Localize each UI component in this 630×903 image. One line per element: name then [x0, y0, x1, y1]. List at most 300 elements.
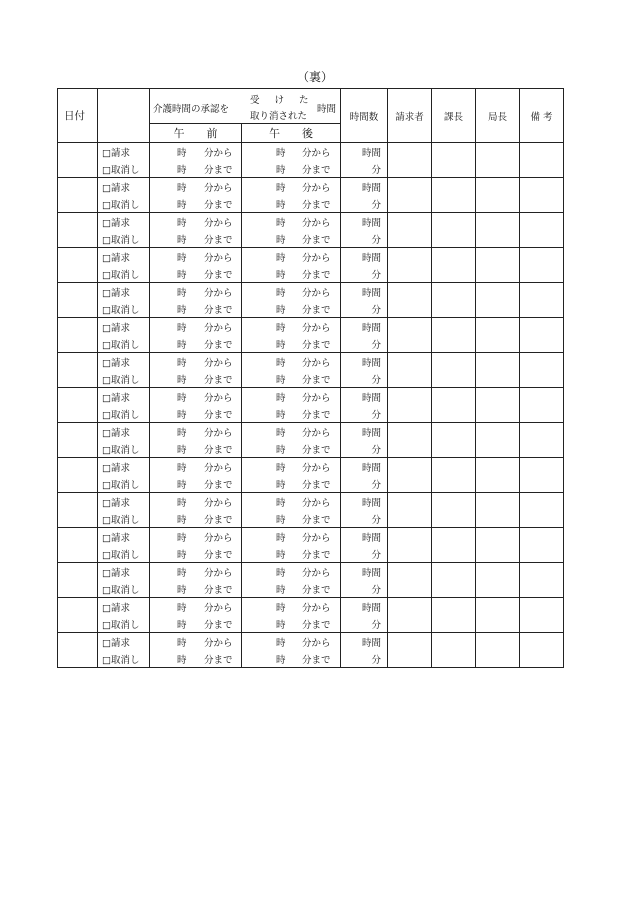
section-chief-stamp-cell[interactable]: [432, 388, 476, 423]
header-hours: 時間数: [341, 89, 388, 143]
director-stamp-cell[interactable]: [476, 493, 520, 528]
hour-label: 時: [276, 235, 286, 246]
remarks-cell[interactable]: [520, 283, 564, 318]
hour-label: 時: [177, 550, 187, 561]
entry-request-row: [58, 423, 564, 441]
am-from-time[interactable]: [150, 143, 242, 161]
am-from-time[interactable]: [150, 318, 242, 336]
minute-from-label: 分から: [204, 393, 233, 404]
duration-minutes[interactable]: 分: [341, 545, 388, 563]
hour-label: 時: [276, 165, 286, 176]
requester-stamp-cell[interactable]: [388, 598, 432, 633]
request-checkbox-label[interactable]: □請求: [98, 143, 150, 161]
director-stamp-cell[interactable]: [476, 178, 520, 213]
pm-from-time[interactable]: [242, 458, 341, 476]
director-stamp-cell[interactable]: [476, 528, 520, 563]
hour-label: 時: [276, 270, 286, 281]
entry-request-row: [58, 143, 564, 161]
am-from-time[interactable]: [150, 563, 242, 581]
duration-hours[interactable]: 時間: [341, 318, 388, 336]
minute-until-label: 分まで: [302, 655, 331, 666]
entry-request-row: [58, 388, 564, 406]
minute-from-label: 分から: [204, 323, 233, 334]
cancel-checkbox-label[interactable]: □取消し: [98, 405, 150, 423]
request-checkbox-label[interactable]: □請求: [98, 353, 150, 371]
request-checkbox-label[interactable]: □請求: [98, 178, 150, 196]
section-chief-stamp-cell[interactable]: [432, 178, 476, 213]
pm-until-time[interactable]: [242, 160, 341, 178]
hour-label: 時: [276, 218, 286, 229]
requester-stamp-cell[interactable]: [388, 248, 432, 283]
requester-stamp-cell[interactable]: [388, 143, 432, 178]
minute-until-label: 分まで: [204, 305, 233, 316]
minute-from-label: 分から: [302, 393, 331, 404]
request-checkbox-label[interactable]: □請求: [98, 598, 150, 616]
cancel-checkbox-label[interactable]: □取消し: [98, 265, 150, 283]
minute-from-label: 分から: [204, 603, 233, 614]
pm-until-time[interactable]: [242, 440, 341, 458]
minute-until-label: 分まで: [204, 165, 233, 176]
director-stamp-cell[interactable]: [476, 423, 520, 458]
cancel-checkbox-label[interactable]: □取消し: [98, 300, 150, 318]
duration-hours[interactable]: 時間: [341, 213, 388, 231]
entry-date-cell[interactable]: [58, 528, 98, 563]
cancel-checkbox-label[interactable]: □取消し: [98, 195, 150, 213]
remarks-cell[interactable]: [520, 633, 564, 668]
remarks-cell[interactable]: [520, 353, 564, 388]
am-until-time[interactable]: [150, 510, 242, 528]
hour-label: 時: [276, 428, 286, 439]
entry-request-row: [58, 458, 564, 476]
pm-until-time[interactable]: [242, 580, 341, 598]
minute-from-label: 分から: [204, 288, 233, 299]
duration-hours[interactable]: 時間: [341, 423, 388, 441]
entry-date-cell[interactable]: [58, 143, 98, 178]
duration-hours[interactable]: 時間: [341, 458, 388, 476]
director-stamp-cell[interactable]: [476, 318, 520, 353]
minute-until-label: 分まで: [302, 270, 331, 281]
pm-from-time[interactable]: [242, 178, 341, 196]
pm-from-time[interactable]: [242, 633, 341, 651]
minute-until-label: 分まで: [302, 585, 331, 596]
minute-from-label: 分から: [204, 148, 233, 159]
entry-date-cell[interactable]: [58, 213, 98, 248]
hour-label: 時: [177, 568, 187, 579]
hour-label: 時: [177, 620, 187, 631]
request-checkbox-label[interactable]: □請求: [98, 318, 150, 336]
duration-minutes[interactable]: 分: [341, 195, 388, 213]
minute-until-label: 分まで: [302, 480, 331, 491]
header-approval-suffix: 時間: [316, 104, 336, 115]
pm-from-time[interactable]: [242, 353, 341, 371]
hour-label: 時: [177, 655, 187, 666]
hour-label: 時: [177, 515, 187, 526]
entry-request-row: [58, 598, 564, 616]
section-chief-stamp-cell[interactable]: [432, 213, 476, 248]
entry-request-row: [58, 633, 564, 651]
hour-label: 時: [276, 288, 286, 299]
pm-from-time[interactable]: [242, 248, 341, 266]
cancel-checkbox-label[interactable]: □取消し: [98, 335, 150, 353]
minute-until-label: 分まで: [302, 410, 331, 421]
remarks-cell[interactable]: [520, 598, 564, 633]
hour-label: 時: [177, 253, 187, 264]
duration-minutes[interactable]: 分: [341, 580, 388, 598]
hour-label: 時: [276, 603, 286, 614]
requester-stamp-cell[interactable]: [388, 423, 432, 458]
requester-stamp-cell[interactable]: [388, 458, 432, 493]
requester-stamp-cell[interactable]: [388, 388, 432, 423]
hour-label: 時: [177, 340, 187, 351]
duration-minutes[interactable]: 分: [341, 475, 388, 493]
pm-until-time[interactable]: [242, 545, 341, 563]
minute-until-label: 分まで: [302, 515, 331, 526]
minute-until-label: 分まで: [302, 375, 331, 386]
director-stamp-cell[interactable]: [476, 248, 520, 283]
hour-label: 時: [177, 200, 187, 211]
am-until-time[interactable]: [150, 440, 242, 458]
am-from-time[interactable]: [150, 528, 242, 546]
duration-hours[interactable]: 時間: [341, 528, 388, 546]
section-chief-stamp-cell[interactable]: [432, 633, 476, 668]
duration-hours[interactable]: 時間: [341, 598, 388, 616]
duration-minutes[interactable]: 分: [341, 510, 388, 528]
cancel-checkbox-label[interactable]: □取消し: [98, 510, 150, 528]
duration-hours[interactable]: 時間: [341, 143, 388, 161]
request-checkbox-label[interactable]: □請求: [98, 493, 150, 511]
entry-date-cell[interactable]: [58, 388, 98, 423]
am-until-time[interactable]: [150, 370, 242, 388]
request-checkbox-label[interactable]: □請求: [98, 248, 150, 266]
director-stamp-cell[interactable]: [476, 388, 520, 423]
minute-from-label: 分から: [302, 463, 331, 474]
duration-minutes[interactable]: 分: [341, 650, 388, 668]
entry-request-row: [58, 353, 564, 371]
entry-date-cell[interactable]: [58, 248, 98, 283]
minute-until-label: 分まで: [204, 235, 233, 246]
remarks-cell[interactable]: [520, 388, 564, 423]
am-until-time[interactable]: [150, 650, 242, 668]
cancel-checkbox-label[interactable]: □取消し: [98, 650, 150, 668]
requester-stamp-cell[interactable]: [388, 318, 432, 353]
duration-minutes[interactable]: 分: [341, 160, 388, 178]
minute-from-label: 分から: [204, 183, 233, 194]
pm-from-time[interactable]: [242, 213, 341, 231]
section-chief-stamp-cell[interactable]: [432, 143, 476, 178]
duration-hours[interactable]: 時間: [341, 633, 388, 651]
hour-label: 時: [276, 638, 286, 649]
minute-until-label: 分まで: [204, 515, 233, 526]
header-category-blank: [98, 89, 150, 143]
section-chief-stamp-cell[interactable]: [432, 283, 476, 318]
minute-from-label: 分から: [302, 253, 331, 264]
page-title: （裏）: [296, 70, 333, 84]
duration-hours[interactable]: 時間: [341, 353, 388, 371]
am-until-time[interactable]: [150, 230, 242, 248]
am-until-time[interactable]: [150, 335, 242, 353]
requester-stamp-cell[interactable]: [388, 213, 432, 248]
header-director: 局長: [476, 89, 520, 143]
remarks-cell[interactable]: [520, 493, 564, 528]
director-stamp-cell[interactable]: [476, 563, 520, 598]
pm-until-time[interactable]: [242, 615, 341, 633]
minute-from-label: 分から: [302, 568, 331, 579]
hour-label: 時: [177, 165, 187, 176]
minute-until-label: 分まで: [302, 445, 331, 456]
am-until-time[interactable]: [150, 300, 242, 318]
pm-until-time[interactable]: [242, 510, 341, 528]
am-from-time[interactable]: [150, 493, 242, 511]
minute-until-label: 分まで: [302, 305, 331, 316]
section-chief-stamp-cell[interactable]: [432, 493, 476, 528]
minute-from-label: 分から: [204, 638, 233, 649]
pm-from-time[interactable]: [242, 528, 341, 546]
am-from-time[interactable]: [150, 178, 242, 196]
minute-until-label: 分まで: [204, 585, 233, 596]
hour-label: 時: [276, 620, 286, 631]
entry-request-row: [58, 318, 564, 336]
minute-until-label: 分まで: [204, 445, 233, 456]
hour-label: 時: [177, 410, 187, 421]
minute-from-label: 分から: [204, 463, 233, 474]
remarks-cell[interactable]: [520, 143, 564, 178]
duration-hours[interactable]: 時間: [341, 248, 388, 266]
entry-date-cell[interactable]: [58, 458, 98, 493]
pm-until-time[interactable]: [242, 335, 341, 353]
duration-minutes[interactable]: 分: [341, 370, 388, 388]
minute-until-label: 分まで: [204, 270, 233, 281]
am-until-time[interactable]: [150, 265, 242, 283]
section-chief-stamp-cell[interactable]: [432, 318, 476, 353]
header-approval-prefix: 介護時間の承認を: [153, 104, 230, 115]
hour-label: 時: [177, 445, 187, 456]
request-checkbox-label[interactable]: □請求: [98, 388, 150, 406]
hour-label: 時: [177, 375, 187, 386]
header-requester: 請求者: [388, 89, 432, 143]
section-chief-stamp-cell[interactable]: [432, 423, 476, 458]
pm-from-time[interactable]: [242, 283, 341, 301]
entry-date-cell[interactable]: [58, 318, 98, 353]
minute-until-label: 分まで: [204, 410, 233, 421]
am-from-time[interactable]: [150, 458, 242, 476]
pm-until-time[interactable]: [242, 650, 341, 668]
remarks-cell[interactable]: [520, 248, 564, 283]
pm-from-time[interactable]: [242, 143, 341, 161]
section-chief-stamp-cell[interactable]: [432, 353, 476, 388]
section-chief-stamp-cell[interactable]: [432, 598, 476, 633]
hour-label: 時: [276, 148, 286, 159]
hour-label: 時: [276, 358, 286, 369]
am-until-time[interactable]: [150, 615, 242, 633]
am-from-time[interactable]: [150, 423, 242, 441]
remarks-cell[interactable]: [520, 213, 564, 248]
cancel-checkbox-label[interactable]: □取消し: [98, 615, 150, 633]
entry-date-cell[interactable]: [58, 353, 98, 388]
cancel-checkbox-label[interactable]: □取消し: [98, 475, 150, 493]
director-stamp-cell[interactable]: [476, 598, 520, 633]
pm-from-time[interactable]: [242, 318, 341, 336]
requester-stamp-cell[interactable]: [388, 563, 432, 598]
minute-until-label: 分まで: [302, 550, 331, 561]
duration-hours[interactable]: 時間: [341, 493, 388, 511]
request-checkbox-label[interactable]: □請求: [98, 283, 150, 301]
hour-label: 時: [177, 393, 187, 404]
hour-label: 時: [276, 463, 286, 474]
am-from-time[interactable]: [150, 248, 242, 266]
hour-label: 時: [177, 218, 187, 229]
request-checkbox-label[interactable]: □請求: [98, 458, 150, 476]
entry-date-cell[interactable]: [58, 283, 98, 318]
requester-stamp-cell[interactable]: [388, 633, 432, 668]
director-stamp-cell[interactable]: [476, 458, 520, 493]
hour-label: 時: [276, 375, 286, 386]
hour-label: 時: [276, 655, 286, 666]
entry-request-row: [58, 528, 564, 546]
pm-from-time[interactable]: [242, 423, 341, 441]
minute-from-label: 分から: [302, 358, 331, 369]
am-until-time[interactable]: [150, 195, 242, 213]
hour-label: 時: [276, 498, 286, 509]
duration-minutes[interactable]: 分: [341, 335, 388, 353]
am-from-time[interactable]: [150, 213, 242, 231]
am-from-time[interactable]: [150, 388, 242, 406]
entry-date-cell[interactable]: [58, 178, 98, 213]
am-until-time[interactable]: [150, 475, 242, 493]
pm-until-time[interactable]: [242, 475, 341, 493]
am-until-time[interactable]: [150, 545, 242, 563]
section-chief-stamp-cell[interactable]: [432, 563, 476, 598]
director-stamp-cell[interactable]: [476, 633, 520, 668]
pm-from-time[interactable]: [242, 493, 341, 511]
pm-until-time[interactable]: [242, 300, 341, 318]
duration-hours[interactable]: 時間: [341, 563, 388, 581]
requester-stamp-cell[interactable]: [388, 178, 432, 213]
director-stamp-cell[interactable]: [476, 353, 520, 388]
hour-label: 時: [177, 463, 187, 474]
hour-label: 時: [276, 183, 286, 194]
requester-stamp-cell[interactable]: [388, 353, 432, 388]
request-checkbox-label[interactable]: □請求: [98, 213, 150, 231]
entry-request-row: [58, 248, 564, 266]
am-from-time[interactable]: [150, 633, 242, 651]
pm-until-time[interactable]: [242, 230, 341, 248]
duration-hours[interactable]: 時間: [341, 178, 388, 196]
entry-date-cell[interactable]: [58, 633, 98, 668]
director-stamp-cell[interactable]: [476, 283, 520, 318]
remarks-cell[interactable]: [520, 423, 564, 458]
remarks-cell[interactable]: [520, 528, 564, 563]
remarks-cell[interactable]: [520, 458, 564, 493]
hour-label: 時: [276, 253, 286, 264]
remarks-cell[interactable]: [520, 318, 564, 353]
duration-hours[interactable]: 時間: [341, 388, 388, 406]
director-stamp-cell[interactable]: [476, 143, 520, 178]
entry-request-row: [58, 213, 564, 231]
minute-from-label: 分から: [204, 533, 233, 544]
cancel-checkbox-label[interactable]: □取消し: [98, 580, 150, 598]
hour-label: 時: [276, 585, 286, 596]
duration-minutes[interactable]: 分: [341, 405, 388, 423]
pm-from-time[interactable]: [242, 563, 341, 581]
requester-stamp-cell[interactable]: [388, 283, 432, 318]
hour-label: 時: [276, 323, 286, 334]
hour-label: 時: [276, 480, 286, 491]
am-until-time[interactable]: [150, 405, 242, 423]
request-checkbox-label[interactable]: □請求: [98, 563, 150, 581]
cancel-checkbox-label[interactable]: □取消し: [98, 160, 150, 178]
minute-from-label: 分から: [204, 358, 233, 369]
request-checkbox-label[interactable]: □請求: [98, 423, 150, 441]
hour-label: 時: [177, 235, 187, 246]
am-from-time[interactable]: [150, 283, 242, 301]
am-from-time[interactable]: [150, 598, 242, 616]
duration-minutes[interactable]: 分: [341, 615, 388, 633]
pm-from-time[interactable]: [242, 388, 341, 406]
pm-from-time[interactable]: [242, 598, 341, 616]
entry-date-cell[interactable]: [58, 493, 98, 528]
request-checkbox-label[interactable]: □請求: [98, 633, 150, 651]
hour-label: 時: [177, 638, 187, 649]
duration-minutes[interactable]: 分: [341, 300, 388, 318]
section-chief-stamp-cell[interactable]: [432, 528, 476, 563]
entry-request-row: [58, 283, 564, 301]
duration-minutes[interactable]: 分: [341, 230, 388, 248]
minute-from-label: 分から: [302, 148, 331, 159]
care-time-form-table: [57, 88, 564, 668]
header-pm: 午後: [242, 124, 341, 143]
section-chief-stamp-cell[interactable]: [432, 248, 476, 283]
pm-until-time[interactable]: [242, 265, 341, 283]
requester-stamp-cell[interactable]: [388, 493, 432, 528]
minute-until-label: 分まで: [204, 480, 233, 491]
remarks-cell[interactable]: [520, 178, 564, 213]
cancel-checkbox-label[interactable]: □取消し: [98, 230, 150, 248]
hour-label: 時: [276, 410, 286, 421]
section-chief-stamp-cell[interactable]: [432, 458, 476, 493]
entry-request-row: [58, 178, 564, 196]
director-stamp-cell[interactable]: [476, 213, 520, 248]
minute-until-label: 分まで: [302, 235, 331, 246]
minute-until-label: 分まで: [204, 340, 233, 351]
remarks-cell[interactable]: [520, 563, 564, 598]
am-from-time[interactable]: [150, 353, 242, 371]
am-until-time[interactable]: [150, 160, 242, 178]
cancel-checkbox-label[interactable]: □取消し: [98, 370, 150, 388]
duration-minutes[interactable]: 分: [341, 265, 388, 283]
minute-from-label: 分から: [302, 603, 331, 614]
pm-until-time[interactable]: [242, 405, 341, 423]
pm-until-time[interactable]: [242, 370, 341, 388]
minute-from-label: 分から: [302, 428, 331, 439]
duration-minutes[interactable]: 分: [341, 440, 388, 458]
cancel-checkbox-label[interactable]: □取消し: [98, 440, 150, 458]
entry-date-cell[interactable]: [58, 423, 98, 458]
duration-hours[interactable]: 時間: [341, 283, 388, 301]
pm-until-time[interactable]: [242, 195, 341, 213]
hour-label: 時: [177, 498, 187, 509]
entry-date-cell[interactable]: [58, 563, 98, 598]
hour-label: 時: [177, 270, 187, 281]
minute-until-label: 分まで: [302, 200, 331, 211]
request-checkbox-label[interactable]: □請求: [98, 528, 150, 546]
entry-date-cell[interactable]: [58, 598, 98, 633]
header-remarks: 備 考: [520, 89, 564, 143]
minute-from-label: 分から: [204, 218, 233, 229]
requester-stamp-cell[interactable]: [388, 528, 432, 563]
am-until-time[interactable]: [150, 580, 242, 598]
cancel-checkbox-label[interactable]: □取消し: [98, 545, 150, 563]
header-am: 午前: [150, 124, 242, 143]
